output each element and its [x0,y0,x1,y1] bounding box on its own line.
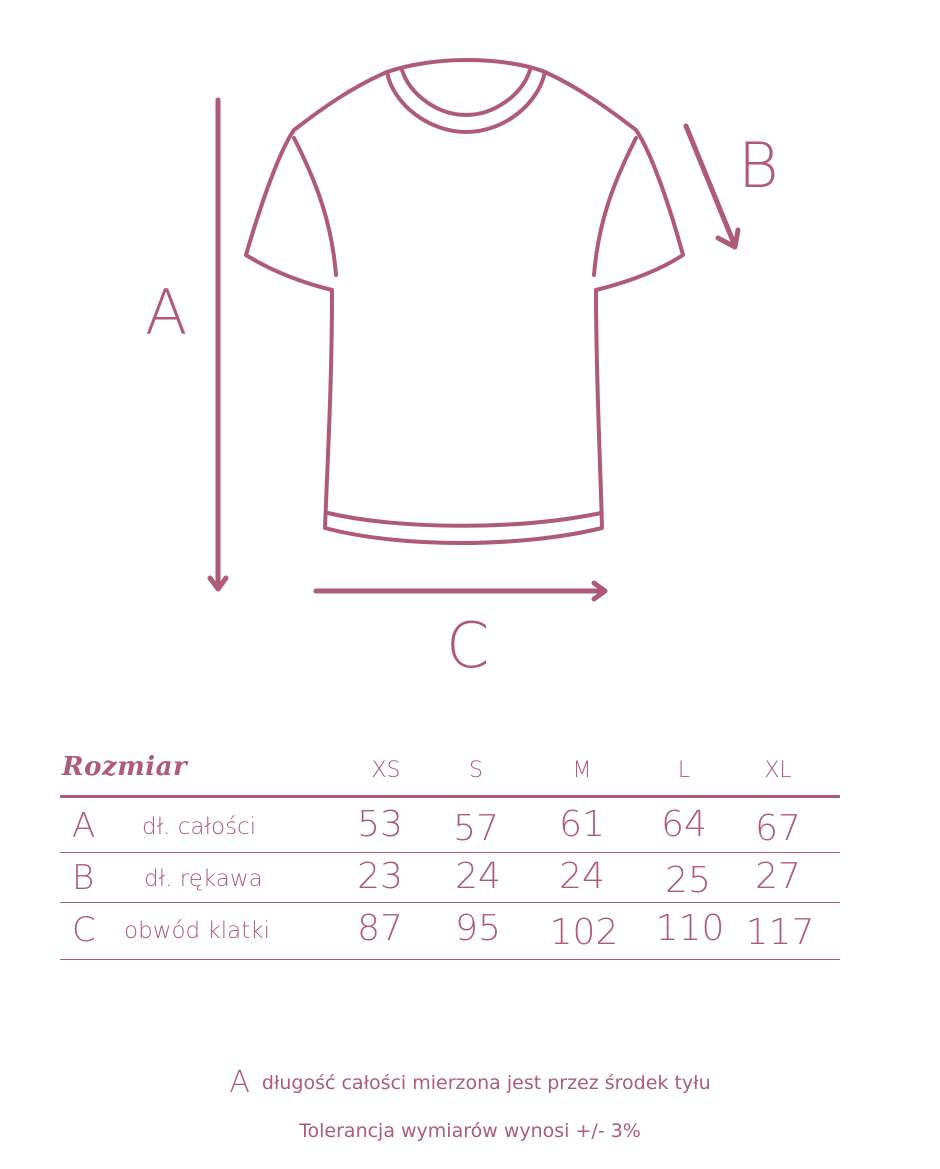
row-value-l: 25 [665,860,711,901]
row-value-s: 95 [455,908,501,949]
table-row [60,852,840,904]
hem-line [328,513,601,526]
table-divider [60,795,840,798]
measurement-note [0,1065,940,1100]
right-sleeve-seam [594,138,636,275]
table-divider [60,902,840,903]
row-value-xl: 27 [755,856,801,897]
collar-outer [387,72,545,132]
row-label: dł. całości [142,814,257,840]
row-value-m: 61 [559,804,605,845]
tshirt-outline [246,72,683,543]
row-value-xl: 67 [755,808,801,849]
collar-top [387,60,545,72]
note-text: długość całości mierzona jest przez środek tyłu [261,1072,711,1094]
row-label: dł. rękawa [144,866,263,892]
dimension-label-c: C [446,609,490,682]
row-value-s: 24 [455,856,501,897]
size-header-xl: XL [764,758,792,783]
size-header-xs: XS [371,758,401,783]
arrow-b-line [686,126,735,246]
size-header-m: M [572,758,592,783]
table-divider [60,959,840,960]
row-letter: C [72,910,96,950]
row-letter: A [72,806,96,846]
row-value-l: 64 [661,804,707,845]
row-value-xs: 53 [357,804,403,845]
row-value-m: 24 [559,856,605,897]
row-value-m: 102 [549,912,619,953]
tolerance-note: Tolerancja wymiarów wynosi +/- 3% [299,1120,641,1142]
size-header-s: S [469,758,483,783]
size-table-header [60,750,840,795]
row-letter: B [72,858,95,898]
collar-inner [402,70,530,115]
row-value-xs: 87 [357,908,403,949]
dimension-label-a: A [145,276,188,349]
size-table-title: Rozmiar [62,752,188,782]
table-row [60,904,840,956]
size-header-l: L [677,758,691,783]
row-value-s: 57 [453,808,499,849]
dimension-label-b: B [738,129,779,202]
row-value-xl: 117 [745,912,815,953]
row-label: obwód klatki [124,918,270,944]
note-letter: A [229,1065,250,1100]
row-value-xs: 23 [357,856,403,897]
row-value-l: 110 [655,908,725,949]
left-sleeve-seam [294,138,336,275]
table-row [60,800,840,852]
size-table [60,750,840,962]
